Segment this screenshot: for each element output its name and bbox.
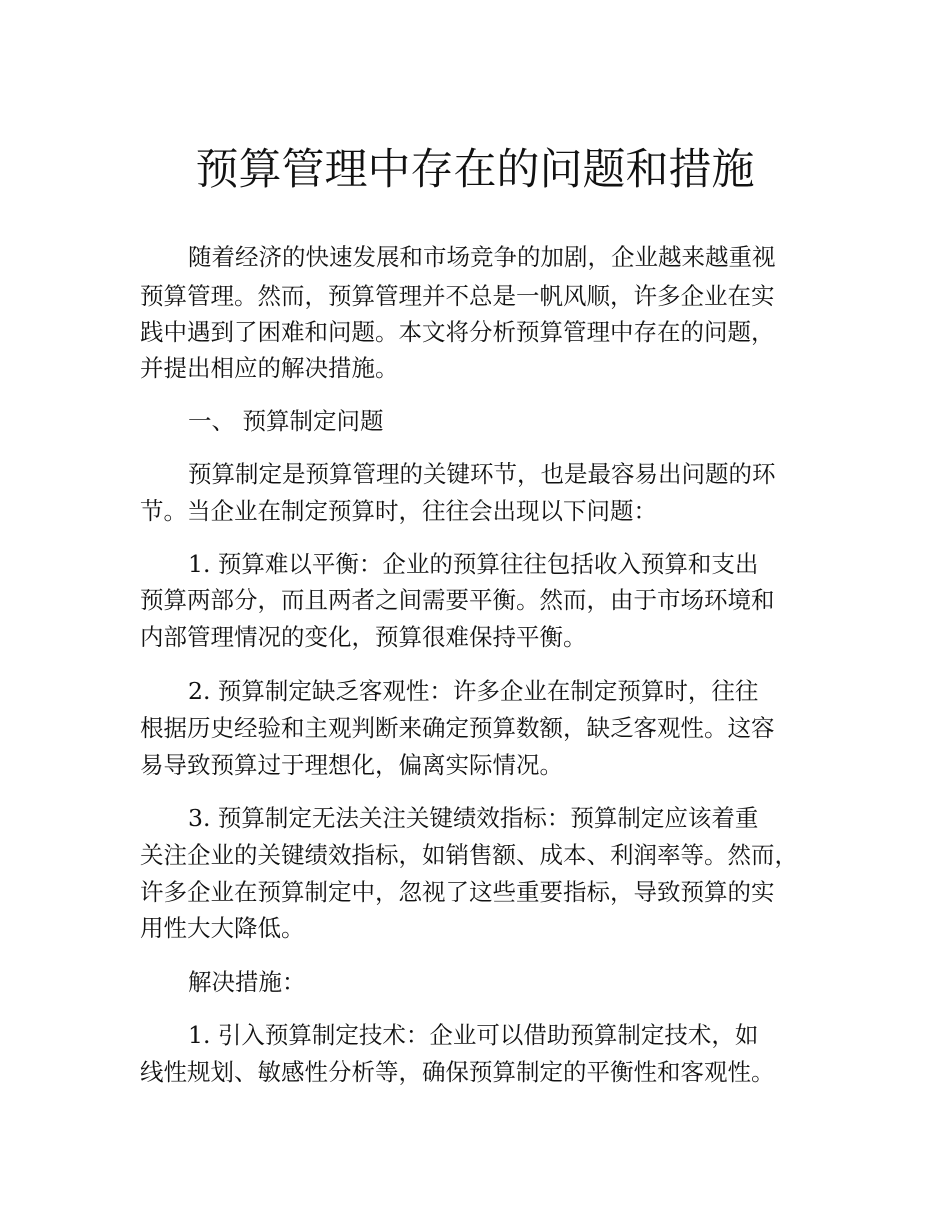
list-item-line: 根据历史经验和主观判断来确定预算数额，缺乏客观性。这容 [140,714,775,742]
list-item-line: 内部管理情况的变化，预算很难保持平衡。 [140,623,587,651]
list-item-line: 用性大大降低。 [140,914,305,942]
list-item-line: 1. 引入预算制定技术：企业可以借助预算制定技术，如 [188,1021,759,1049]
document-title: 预算管理中存在的问题和措施 [195,145,755,195]
paragraph-line: 节。当企业在制定预算时，往往会出现以下问题： [140,497,657,525]
list-item-line: 许多企业在预算制定中，忽视了这些重要指标，导致预算的实 [140,878,775,906]
list-item-line: 预算两部分，而且两者之间需要平衡。然而，由于市场环境和 [140,586,775,614]
section-heading: 一、 预算制定问题 [188,407,384,435]
list-item-line: 3. 预算制定无法关注关键绩效指标：预算制定应该着重 [188,804,759,832]
list-item-line: 易导致预算过于理想化，偏离实际情况。 [140,751,563,779]
list-item-line: 关注企业的关键绩效指标，如销售额、成本、利润率等。然而， [140,841,798,869]
paragraph-line: 并提出相应的解决措施。 [140,354,399,382]
paragraph-line: 随着经济的快速发展和市场竞争的加剧，企业越来越重视 [188,243,776,271]
list-item-line: 线性规划、敏感性分析等，确保预算制定的平衡性和客观性。 [140,1058,775,1086]
paragraph-line: 预算制定是预算管理的关键环节，也是最容易出问题的环 [188,460,776,488]
list-item-line: 1. 预算难以平衡：企业的预算往往包括收入预算和支出 [188,550,759,578]
paragraph-line: 预算管理。然而，预算管理并不总是一帆风顺，许多企业在实 [140,282,775,310]
solutions-heading: 解决措施： [188,968,306,996]
paragraph-line: 践中遇到了困难和问题。本文将分析预算管理中存在的问题， [140,318,775,346]
list-item-line: 2. 预算制定缺乏客观性：许多企业在制定预算时，往往 [188,677,759,705]
